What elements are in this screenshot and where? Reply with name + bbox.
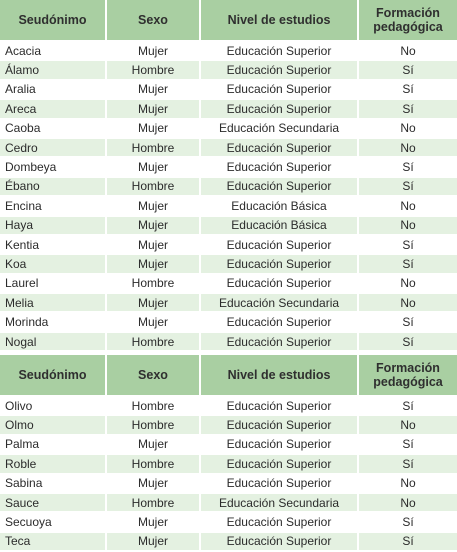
- cell-pseudonym: Álamo: [0, 60, 106, 79]
- cell-sex: Hombre: [106, 415, 200, 434]
- header-pseudonym: Seudónimo: [0, 355, 106, 396]
- cell-education-level: Educación Superior: [200, 274, 358, 293]
- table-row: [0, 196, 457, 215]
- cell-pedagogical-training: Sí: [358, 60, 457, 79]
- cell-pedagogical-training: Sí: [358, 235, 457, 254]
- cell-sex: Mujer: [106, 235, 200, 254]
- cell-pedagogical-training: No: [358, 138, 457, 157]
- cell-pedagogical-training: Sí: [358, 99, 457, 118]
- cell-education-level: Educación Secundaria: [200, 493, 358, 512]
- table-row: [0, 532, 457, 551]
- cell-sex: Mujer: [106, 435, 200, 454]
- cell-sex: Hombre: [106, 177, 200, 196]
- cell-education-level: Educación Superior: [200, 415, 358, 434]
- cell-sex: Mujer: [106, 196, 200, 215]
- cell-pseudonym: Teca: [0, 532, 106, 551]
- cell-education-level: Educación Superior: [200, 396, 358, 415]
- cell-pedagogical-training: Sí: [358, 254, 457, 273]
- cell-pseudonym: Encina: [0, 196, 106, 215]
- cell-pedagogical-training: No: [358, 274, 457, 293]
- cell-pseudonym: Caoba: [0, 119, 106, 138]
- cell-sex: Mujer: [106, 80, 200, 99]
- cell-sex: Mujer: [106, 512, 200, 531]
- cell-pedagogical-training: Sí: [358, 454, 457, 473]
- cell-pseudonym: Nogal: [0, 332, 106, 351]
- table-row: [0, 119, 457, 138]
- cell-pseudonym: Laurel: [0, 274, 106, 293]
- table-row: [0, 512, 457, 531]
- cell-sex: Mujer: [106, 41, 200, 60]
- cell-pedagogical-training: Sí: [358, 157, 457, 176]
- table-row: [0, 274, 457, 293]
- cell-pedagogical-training: Sí: [358, 396, 457, 415]
- table-row: [0, 41, 457, 60]
- cell-pedagogical-training: No: [358, 293, 457, 312]
- table-row: [0, 293, 457, 312]
- cell-pseudonym: Koa: [0, 254, 106, 273]
- cell-sex: Mujer: [106, 157, 200, 176]
- cell-education-level: Educación Superior: [200, 138, 358, 157]
- cell-sex: Mujer: [106, 254, 200, 273]
- cell-pseudonym: Sabina: [0, 474, 106, 493]
- cell-pseudonym: Morinda: [0, 312, 106, 331]
- table-row: [0, 493, 457, 512]
- cell-education-level: Educación Superior: [200, 99, 358, 118]
- cell-pseudonym: Olmo: [0, 415, 106, 434]
- cell-pedagogical-training: No: [358, 493, 457, 512]
- table-row: [0, 454, 457, 473]
- cell-sex: Hombre: [106, 493, 200, 512]
- table-row: [0, 254, 457, 273]
- cell-sex: Mujer: [106, 474, 200, 493]
- cell-pseudonym: Olivo: [0, 396, 106, 415]
- cell-pseudonym: Haya: [0, 216, 106, 235]
- cell-sex: Mujer: [106, 532, 200, 551]
- cell-education-level: Educación Superior: [200, 532, 358, 551]
- cell-education-level: Educación Superior: [200, 435, 358, 454]
- table-row: [0, 177, 457, 196]
- table-row: [0, 235, 457, 254]
- cell-education-level: Educación Superior: [200, 454, 358, 473]
- table-row: [0, 99, 457, 118]
- table-row: [0, 138, 457, 157]
- cell-pseudonym: Aralia: [0, 80, 106, 99]
- header-training-line2: pedagógica: [373, 20, 443, 34]
- cell-sex: Mujer: [106, 99, 200, 118]
- cell-sex: Hombre: [106, 332, 200, 351]
- cell-education-level: Educación Básica: [200, 216, 358, 235]
- header-training-line1: Formación: [376, 6, 440, 20]
- cell-pedagogical-training: Sí: [358, 512, 457, 531]
- cell-pseudonym: Acacia: [0, 41, 106, 60]
- table-row: [0, 332, 457, 351]
- cell-education-level: Educación Superior: [200, 474, 358, 493]
- cell-pedagogical-training: Sí: [358, 435, 457, 454]
- cell-sex: Hombre: [106, 274, 200, 293]
- cell-pedagogical-training: Sí: [358, 80, 457, 99]
- cell-sex: Hombre: [106, 60, 200, 79]
- cell-sex: Mujer: [106, 293, 200, 312]
- table-body: [0, 41, 457, 351]
- table-row: [0, 216, 457, 235]
- cell-pedagogical-training: No: [358, 474, 457, 493]
- cell-pseudonym: Cedro: [0, 138, 106, 157]
- table-row: [0, 415, 457, 434]
- cell-education-level: Educación Superior: [200, 157, 358, 176]
- cell-pseudonym: Dombeya: [0, 157, 106, 176]
- cell-pseudonym: Roble: [0, 454, 106, 473]
- cell-pedagogical-training: Sí: [358, 177, 457, 196]
- cell-pedagogical-training: No: [358, 41, 457, 60]
- header-pedagogical-training: [358, 355, 457, 396]
- table-row: [0, 435, 457, 454]
- header-pseudonym: Seudónimo: [0, 0, 106, 41]
- cell-sex: Mujer: [106, 119, 200, 138]
- cell-pedagogical-training: No: [358, 119, 457, 138]
- cell-education-level: Educación Superior: [200, 235, 358, 254]
- cell-sex: Hombre: [106, 138, 200, 157]
- table-header-row: [0, 355, 457, 396]
- table-row: [0, 312, 457, 331]
- cell-education-level: Educación Superior: [200, 254, 358, 273]
- table-row: [0, 474, 457, 493]
- cell-pseudonym: Areca: [0, 99, 106, 118]
- cell-pedagogical-training: Sí: [358, 532, 457, 551]
- cell-pseudonym: Kentia: [0, 235, 106, 254]
- cell-pedagogical-training: Sí: [358, 312, 457, 331]
- cell-sex: Mujer: [106, 312, 200, 331]
- header-sex: Sexo: [106, 0, 200, 41]
- header-education-level: Nivel de estudios: [200, 355, 358, 396]
- participants-table-2: [0, 355, 457, 552]
- table-row: [0, 396, 457, 415]
- cell-sex: Hombre: [106, 396, 200, 415]
- cell-pedagogical-training: No: [358, 216, 457, 235]
- cell-pseudonym: Ébano: [0, 177, 106, 196]
- header-training-line1: Formación: [376, 361, 440, 375]
- cell-education-level: Educación Básica: [200, 196, 358, 215]
- cell-education-level: Educación Superior: [200, 512, 358, 531]
- cell-pedagogical-training: No: [358, 415, 457, 434]
- cell-sex: Mujer: [106, 216, 200, 235]
- cell-education-level: Educación Superior: [200, 177, 358, 196]
- cell-education-level: Educación Superior: [200, 80, 358, 99]
- header-education-level: Nivel de estudios: [200, 0, 358, 41]
- table-row: [0, 60, 457, 79]
- header-training-line2: pedagógica: [373, 375, 443, 389]
- table-header-row: [0, 0, 457, 41]
- cell-pseudonym: Palma: [0, 435, 106, 454]
- cell-pseudonym: Sauce: [0, 493, 106, 512]
- cell-pedagogical-training: No: [358, 196, 457, 215]
- header-sex: Sexo: [106, 355, 200, 396]
- table-row: [0, 80, 457, 99]
- cell-education-level: Educación Secundaria: [200, 119, 358, 138]
- cell-pedagogical-training: Sí: [358, 332, 457, 351]
- cell-pseudonym: Melia: [0, 293, 106, 312]
- cell-education-level: Educación Superior: [200, 60, 358, 79]
- cell-pseudonym: Secuoya: [0, 512, 106, 531]
- cell-education-level: Educación Superior: [200, 332, 358, 351]
- table-body: [0, 396, 457, 551]
- cell-education-level: Educación Superior: [200, 312, 358, 331]
- cell-education-level: Educación Superior: [200, 41, 358, 60]
- cell-education-level: Educación Secundaria: [200, 293, 358, 312]
- cell-sex: Hombre: [106, 454, 200, 473]
- header-pedagogical-training: [358, 0, 457, 41]
- table-row: [0, 157, 457, 176]
